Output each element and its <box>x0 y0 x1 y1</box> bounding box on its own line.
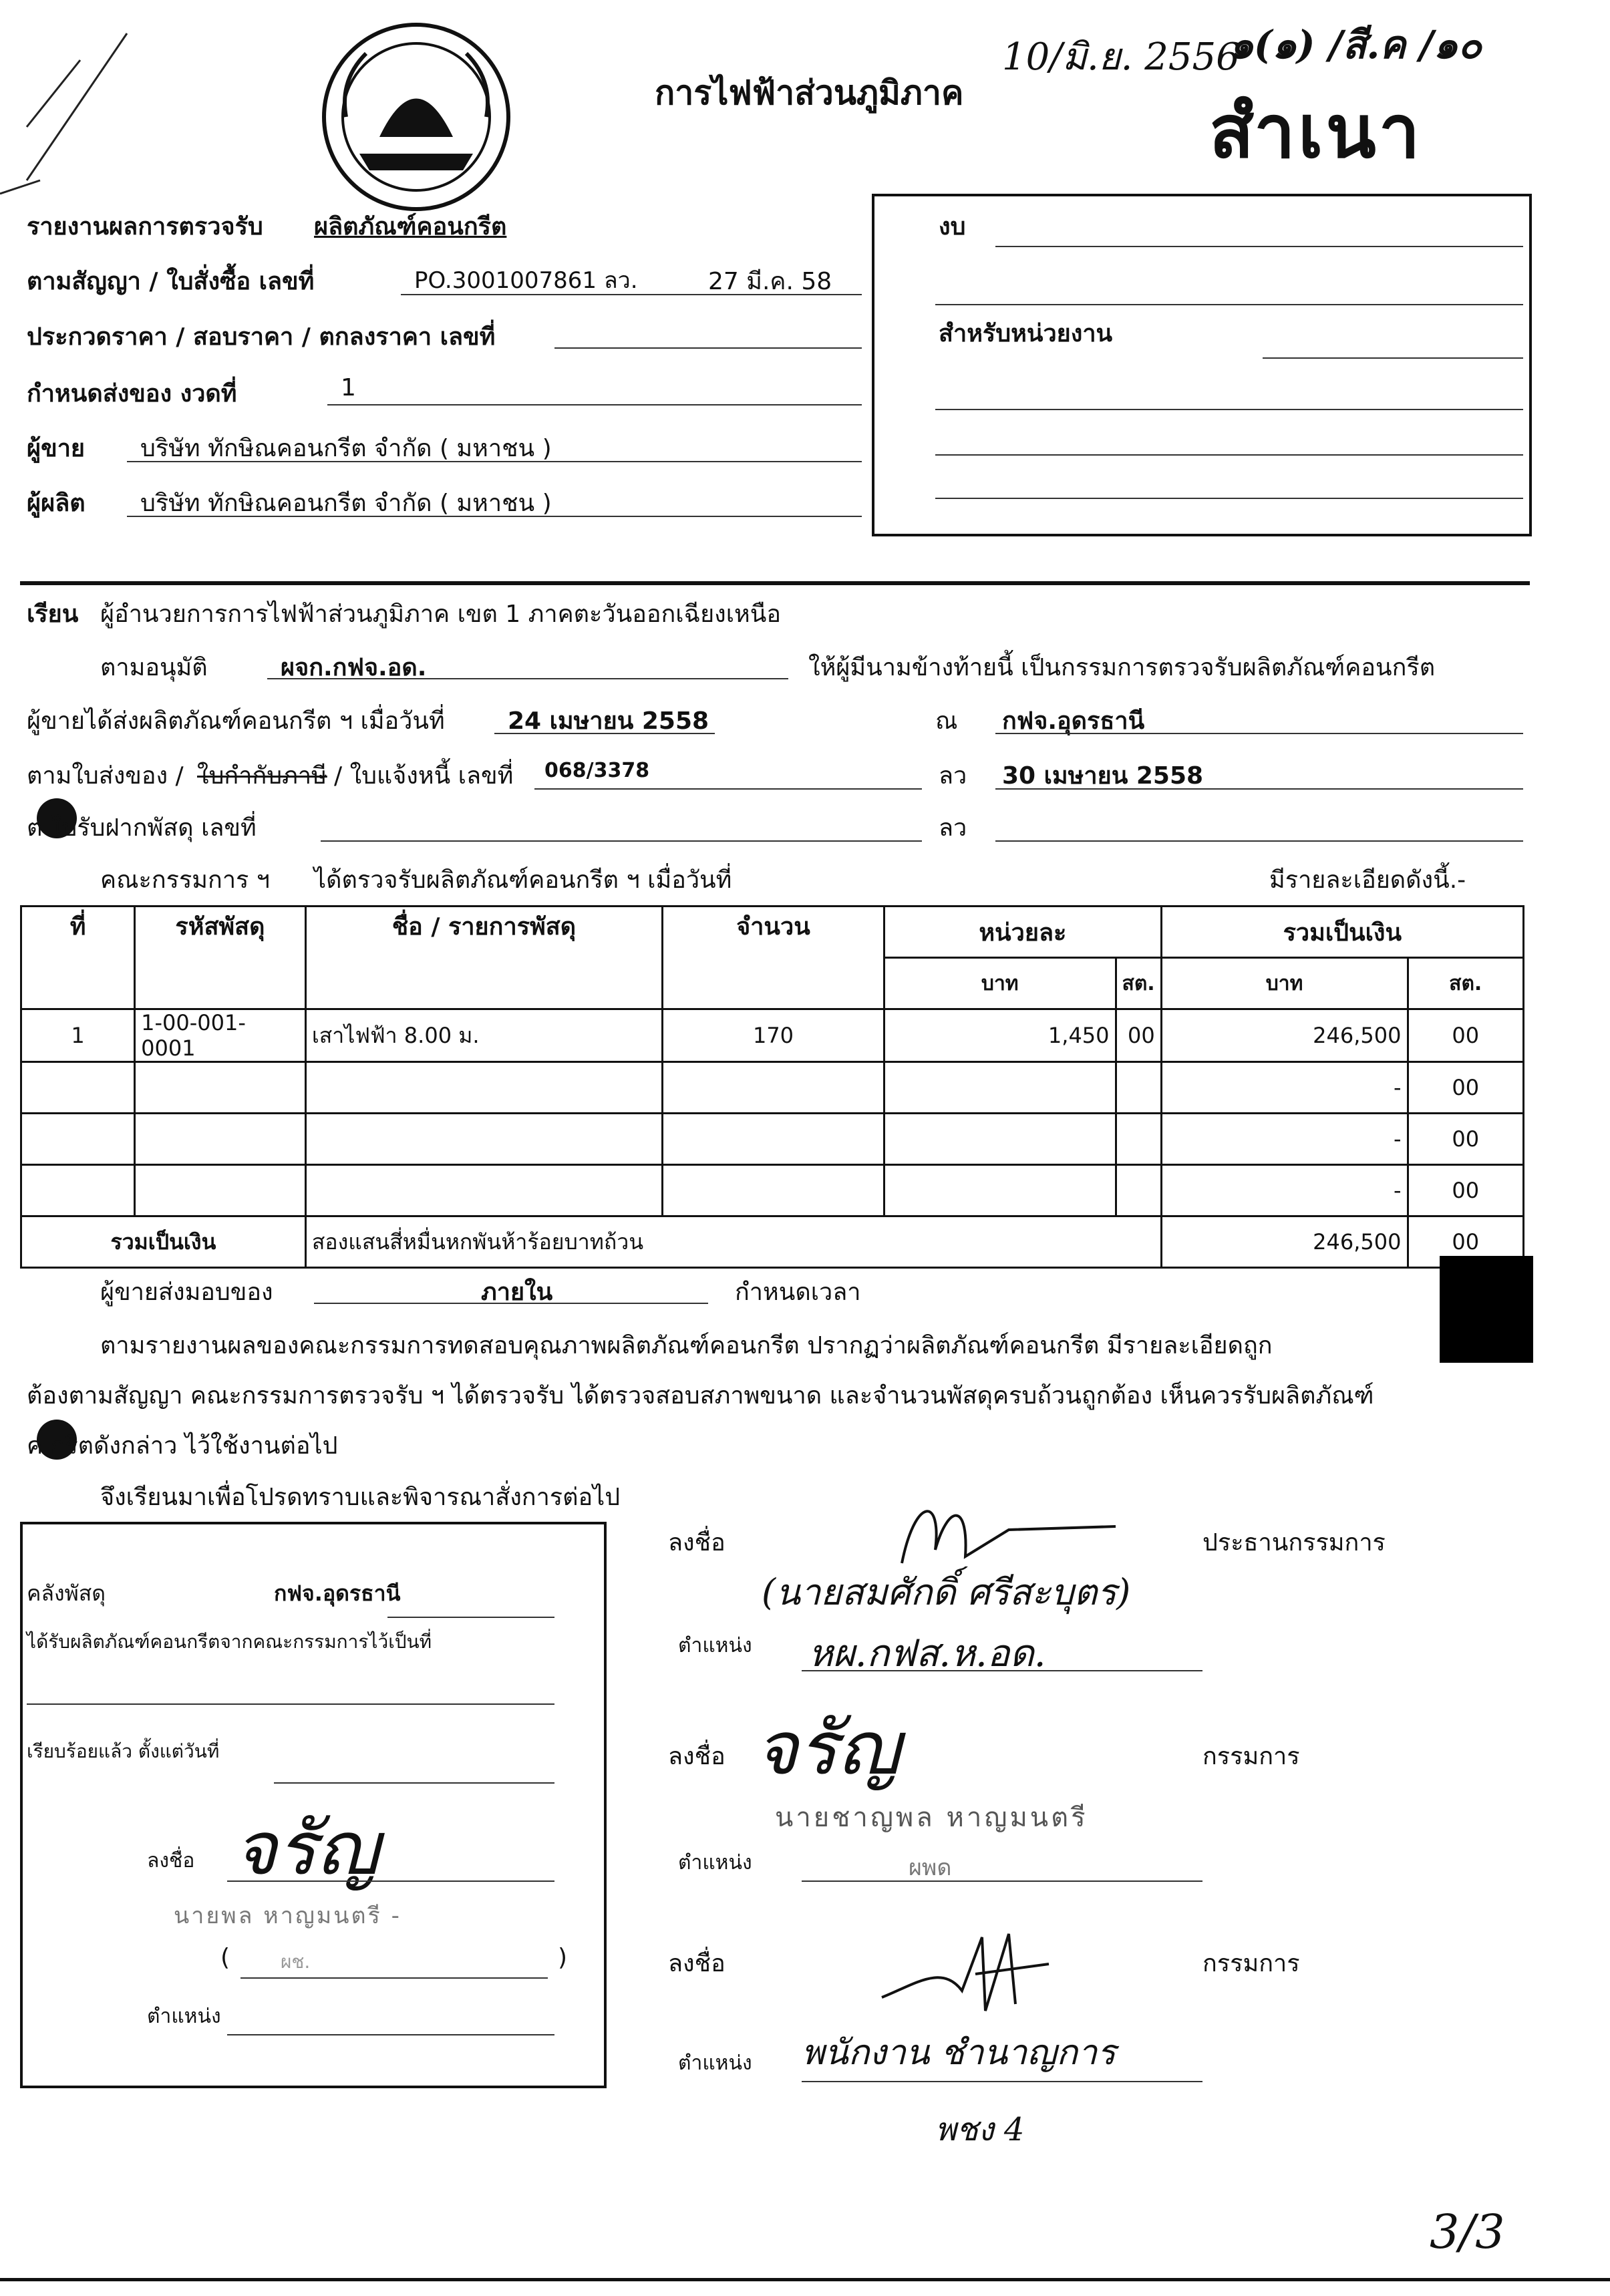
table-sum-row <box>21 1216 1524 1268</box>
cell-price-satang <box>1116 1062 1161 1114</box>
budget-label: งบ <box>939 213 966 240</box>
chair-sign-label: ลงชื่อ <box>668 1529 726 1556</box>
margin-pen-mark <box>0 27 134 207</box>
cell-name <box>305 1165 662 1216</box>
store-position-label: ตำแหน่ง <box>147 2005 221 2028</box>
cell-code <box>135 1165 306 1216</box>
table-row <box>21 1165 1524 1216</box>
cell-qty <box>663 1114 884 1165</box>
cell-qty <box>663 1062 884 1114</box>
member2-signature <box>875 1924 1076 2024</box>
paren-open: ( <box>220 1944 230 1971</box>
cell-price-satang <box>1116 1114 1161 1165</box>
th-baht: บาท <box>884 958 1116 1009</box>
sum-satang: 00 <box>1408 1216 1524 1268</box>
cell-name <box>305 1062 662 1114</box>
committee-text: ได้ตรวจรับผลิตภัณฑ์คอนกรีต ฯ เมื่อวันที่ <box>314 866 732 894</box>
delivery-label: ผู้ขายส่งมอบของ <box>100 1279 273 1306</box>
redaction-block <box>1440 1256 1533 1363</box>
member2-role: กรรมการ <box>1202 1950 1300 1977</box>
cell-price-baht: 1,450 <box>884 1009 1116 1062</box>
seller-label: ผู้ขาย <box>27 435 86 462</box>
chair-position-label: ตำแหน่ง <box>678 1634 752 1657</box>
member1-stamp: นายชาญพล หาญมนตรี <box>775 1802 1088 1833</box>
cell-total-satang: 00 <box>1408 1114 1524 1165</box>
para-committee: ต้องตามสัญญา คณะกรรมการตรวจรับ ฯ ได้ตรวจรับ ได้ตรวจสอบสภาพขนาด และจำนวนพัสดุครบถ้วนถูกต้อง เห็นควรรับผลิตภัณฑ์ <box>27 1382 1374 1410</box>
store-value: กฟจ.อุดรธานี <box>274 1581 401 1606</box>
details-label: มีรายละเอียดดังนี้.- <box>1269 866 1466 894</box>
page-number: 3/3 <box>1430 2204 1505 2259</box>
bid-label: ประกวดราคา / สอบราคา / ตกลงราคา เลขที่ <box>27 323 496 351</box>
bottom-rule <box>0 2278 1610 2281</box>
cell-code <box>135 1062 306 1114</box>
th-satang-total: สต. <box>1408 958 1524 1009</box>
report-title-item: ผลิตภัณฑ์คอนกรีต <box>314 213 507 240</box>
invoice-label-a: ตามใบส่งของ / <box>27 762 184 790</box>
copy-stamp: สำเนา <box>1209 89 1423 174</box>
cell-total-baht: - <box>1161 1062 1408 1114</box>
member1-position-label: ตำแหน่ง <box>678 1851 752 1874</box>
member1-sign-label: ลงชื่อ <box>668 1743 726 1770</box>
cell-total-satang: 00 <box>1408 1009 1524 1062</box>
cell-name: เสาไฟฟ้า 8.00 ม. <box>305 1009 662 1062</box>
maker-label: ผู้ผลิต <box>27 490 86 517</box>
th-satang: สต. <box>1116 958 1161 1009</box>
para-closing: จึงเรียนมาเพื่อโปรดทราบและพิจารณาสั่งการต่อไป <box>100 1484 621 1511</box>
invoice-no: 068/3378 <box>544 759 650 782</box>
th-name: ชื่อ / รายการพัสดุ <box>305 907 662 1009</box>
member1-signature: จรัญ <box>755 1705 901 1791</box>
sum-words: สองแสนสี่หมื่นหกพันห้าร้อยบาทถ้วน <box>305 1216 1161 1268</box>
cell-qty <box>663 1165 884 1216</box>
approval-tail: ให้ผู้มีนามข้างท้ายนี้ เป็นกรรมการตรวจรับผลิตภัณฑ์คอนกรีต <box>808 654 1436 681</box>
received-text: ได้รับผลิตภัณฑ์คอนกรีตจากคณะกรรมการไว้เป็นที่ <box>27 1631 432 1653</box>
committee-label: คณะกรรมการ ฯ <box>100 866 271 894</box>
contract-no: PO.3001007861 ลว. <box>414 267 638 294</box>
cell-total-baht: - <box>1161 1165 1408 1216</box>
cell-price-baht <box>884 1165 1116 1216</box>
cell-price-satang: 00 <box>1116 1009 1161 1062</box>
invoice-date: 30 เมษายน 2558 <box>1002 762 1204 790</box>
invoice-label-b: / ใบแจ้งหนี้ เลขที่ <box>334 762 514 790</box>
seller-name: บริษัท ทักษิณคอนกรีต จำกัด ( มหาชน ) <box>140 435 552 462</box>
chair-position-hand: หผ.กฟส.ห.อด. <box>808 1632 1046 1675</box>
pea-logo <box>319 20 513 214</box>
chair-name-hand: (นายสมศักดิ์ ศรีสะบุตร) <box>762 1571 1131 1613</box>
delivery-no: 1 <box>341 374 356 401</box>
cell-price-baht <box>884 1062 1116 1114</box>
table-row <box>21 1114 1524 1165</box>
cell-no <box>21 1114 135 1165</box>
member2-position-hand: พนักงาน ชำนาญการ <box>802 2033 1116 2073</box>
at-label: ณ <box>935 707 958 735</box>
budget-box <box>872 194 1532 536</box>
member1-position: ผพด <box>909 1854 952 1881</box>
maker-name: บริษัท ทักษิณคอนกรีต จำกัด ( มหาชน ) <box>140 490 552 517</box>
cell-price-satang <box>1116 1165 1161 1216</box>
paren-inner: ผช. <box>281 1951 311 1973</box>
para-use: ค กรีตดังกล่าว ไว้ใช้งานต่อไป <box>27 1432 338 1460</box>
cell-name <box>305 1114 662 1165</box>
cell-no <box>21 1165 135 1216</box>
deadline-label: กำหนดเวลา <box>735 1279 861 1306</box>
para-quality: ตามรายงานผลของคณะกรรมการทดสอบคุณภาพผลิตภัณฑ์คอนกรีต ปรากฏว่าผลิตภัณฑ์คอนกรีต มีรายละเอียดถูก <box>100 1332 1273 1359</box>
approval-label: ตามอนุมัติ <box>100 654 208 681</box>
invoice-label-strike: ใบกำกับภาษี <box>197 762 327 790</box>
table-row <box>21 1009 1524 1062</box>
cell-total-baht: - <box>1161 1114 1408 1165</box>
member2-position-label: ตำแหน่ง <box>678 2052 752 2075</box>
handwritten-code: ๑(๑) /สี.ค /๑๐ <box>1229 22 1482 67</box>
store-label: คลังพัสดุ <box>27 1581 106 1606</box>
invoice-dated-label: ลว <box>939 762 967 790</box>
cell-no <box>21 1062 135 1114</box>
cell-total-satang: 00 <box>1408 1165 1524 1216</box>
deposit-label: ต ใบรับฝากพัสดุ เลขที่ <box>27 814 257 842</box>
th-baht-total: บาท <box>1161 958 1408 1009</box>
store-signature: จรัญ <box>234 1806 379 1891</box>
cell-code: 1-00-001-0001 <box>135 1009 306 1062</box>
cell-total-satang: 00 <box>1408 1062 1524 1114</box>
member2-sign-label: ลงชื่อ <box>668 1950 726 1977</box>
to-label: เรียน <box>27 601 79 628</box>
delivery-label: กำหนดส่งของ งวดที่ <box>27 380 237 407</box>
th-code: รหัสพัสดุ <box>135 907 306 1009</box>
done-text: เรียบร้อยแล้ว ตั้งแต่วันที่ <box>27 1740 220 1762</box>
contract-label: ตามสัญญา / ใบสั่งซื้อ เลขที่ <box>27 268 315 295</box>
deposit-dated-label: ลว <box>939 814 967 842</box>
sum-baht: 246,500 <box>1161 1216 1408 1268</box>
delivery-value: ภายใน <box>481 1279 553 1306</box>
chair-role: ประธานกรรมการ <box>1202 1529 1386 1556</box>
cell-code <box>135 1114 306 1165</box>
to-text: ผู้อำนวยการการไฟฟ้าส่วนภูมิภาค เขต 1 ภาคตะวันออกเฉียงเหนือ <box>100 601 782 628</box>
th-unit-price: หน่วยละ <box>884 907 1162 958</box>
unit-label: สำหรับหน่วยงาน <box>939 320 1113 347</box>
cell-qty: 170 <box>663 1009 884 1062</box>
items-table <box>20 905 1524 1269</box>
cell-total-baht: 246,500 <box>1161 1009 1408 1062</box>
delivered-date: 24 เมษายน 2558 <box>508 707 709 735</box>
sum-label: รวมเป็นเงิน <box>21 1216 306 1268</box>
org-title: การไฟฟ้าส่วนภูมิภาค <box>655 73 964 112</box>
store-stamped-name: นายพล หาญมนตรี - <box>174 1903 401 1929</box>
table-row <box>21 1062 1524 1114</box>
th-qty: จำนวน <box>663 907 884 1009</box>
th-total: รวมเป็นเงิน <box>1161 907 1523 958</box>
member1-role: กรรมการ <box>1202 1743 1300 1770</box>
store-sign-label: ลงชื่อ <box>147 1849 195 1872</box>
contract-date: 27 มี.ค. 58 <box>708 268 832 295</box>
th-no: ที่ <box>21 907 135 1009</box>
cell-no: 1 <box>21 1009 135 1062</box>
handwritten-ref: 10/มิ.ย. 2556 <box>1002 35 1240 79</box>
cell-price-baht <box>884 1114 1116 1165</box>
report-title-prefix: รายงานผลการตรวจรับ <box>27 213 263 240</box>
at-value: กฟจ.อุดรธานี <box>1002 707 1145 735</box>
member2-position-hand2: พชง 4 <box>935 2111 1025 2148</box>
delivered-label: ผู้ขายได้ส่งผลิตภัณฑ์คอนกรีต ฯ เมื่อวันที่ <box>27 707 445 735</box>
approval-value: ผจก.กฟจ.อด. <box>281 654 427 681</box>
paren-close: ) <box>558 1944 568 1971</box>
